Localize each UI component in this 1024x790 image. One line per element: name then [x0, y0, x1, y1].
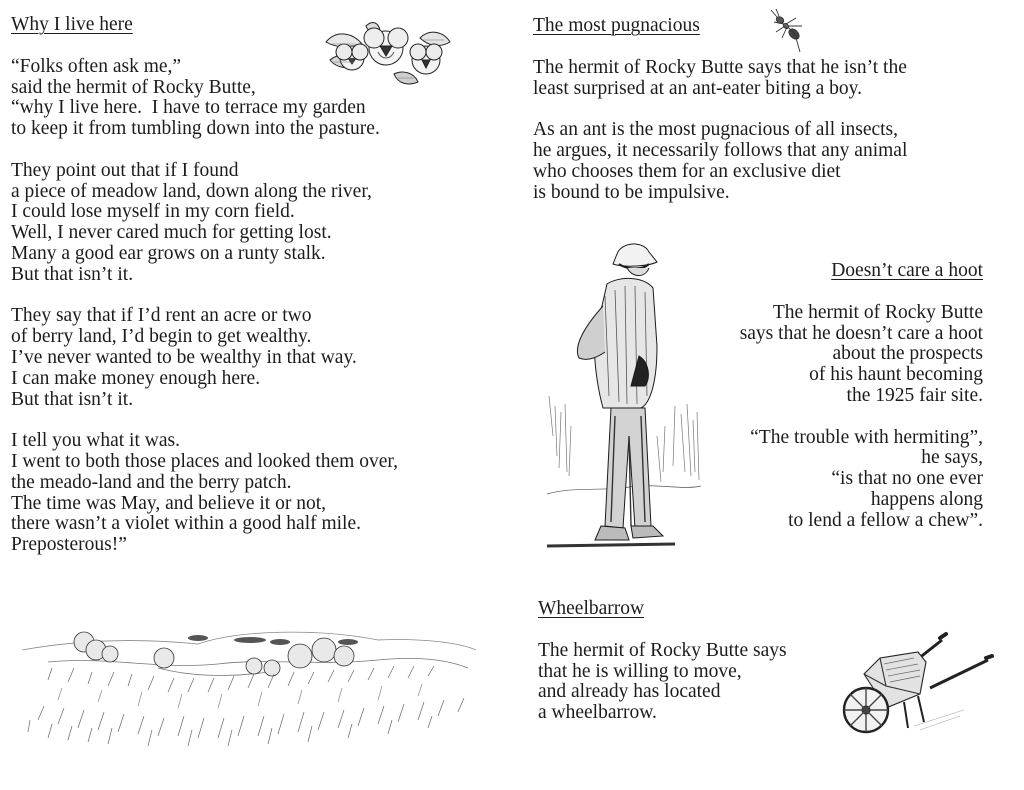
text-line: But that isn’t it. [11, 263, 134, 285]
text-line: I’ve never wanted to be wealthy in that way. [11, 346, 357, 368]
section-title: Doesn’t care a hoot [831, 260, 983, 281]
text-line: about the prospects [832, 343, 983, 365]
text-line: I can make money enough here. [11, 367, 261, 389]
stanza [11, 161, 481, 286]
text-line: I tell you what it was. [11, 430, 180, 452]
stanza [690, 303, 983, 407]
stanza [11, 431, 481, 556]
text-line: They point out that if I found [11, 159, 239, 181]
text-line: that he is willing to move, [538, 660, 742, 682]
text-line: Many a good ear grows on a runty stalk. [11, 242, 326, 264]
text-line: who chooses them for an exclusive diet [533, 160, 841, 182]
text-line: Preposterous!” [11, 534, 127, 556]
stanza [533, 58, 1003, 100]
stanza [11, 306, 481, 410]
stanza [690, 428, 983, 532]
text-line: of his haunt becoming [809, 364, 983, 386]
text-line: and already has located [538, 681, 721, 703]
text-line: But that isn’t it. [11, 388, 134, 410]
text-line: the 1925 fair site. [846, 384, 983, 406]
text-line: The hermit of Rocky Butte says [538, 639, 787, 661]
text-line: The time was May, and believe it or not, [11, 492, 326, 514]
text-line: said the hermit of Rocky Butte, [11, 76, 256, 98]
section-wheelbarrow [538, 599, 838, 724]
text-line: They say that if I’d rent an acre or two [11, 305, 312, 327]
text-line: I could lose myself in my corn field. [11, 201, 295, 223]
section-why-i-live-here [11, 15, 481, 556]
text-line: he argues, it necessarily follows that any animal [533, 139, 908, 161]
text-line: The hermit of Rocky Butte [772, 301, 983, 323]
text-line: “is that no one ever [831, 468, 983, 490]
text-line: he says, [921, 447, 983, 469]
meadow-landscape-icon [18, 620, 480, 752]
text-line: there wasn’t a violet within a good half mile. [11, 513, 362, 535]
text-line: to lend a fellow a chew”. [788, 509, 983, 531]
pansy-flowers-icon [322, 16, 454, 88]
text-line: “why I live here. I have to terrace my garden [11, 97, 366, 119]
text-line: of berry land, I’d begin to get wealthy. [11, 326, 312, 348]
ant-icon [766, 8, 812, 54]
text-line: I went to both those places and looked them over, [11, 450, 398, 472]
wheelbarrow-icon [834, 630, 996, 740]
section-title: The most pugnacious [533, 15, 700, 36]
text-line: As an ant is the most pugnacious of all insects, [533, 119, 899, 141]
text-line: The hermit of Rocky Butte says that he isn’t the [533, 56, 907, 78]
text-line: least surprised at an ant-eater biting a boy. [533, 77, 863, 99]
stanza [538, 641, 838, 724]
hermit-man-icon [545, 236, 703, 554]
text-line: Well, I never cared much for getting lost. [11, 222, 332, 244]
section-title: Wheelbarrow [538, 598, 645, 619]
text-line: is bound to be impulsive. [533, 181, 730, 203]
text-line: happens along [870, 488, 983, 510]
text-line: the meado-land and the berry patch. [11, 471, 292, 493]
text-line: a piece of meadow land, down along the river, [11, 180, 372, 202]
text-line: a wheelbarrow. [538, 702, 657, 724]
text-line: “The trouble with hermiting”, [750, 426, 983, 448]
section-title: Why I live here [11, 14, 133, 35]
text-line: says that he doesn’t care a hoot [739, 322, 983, 344]
stanza [533, 120, 1003, 203]
text-line: “Folks often ask me,” [11, 55, 182, 77]
text-line: to keep it from tumbling down into the pasture. [11, 118, 380, 140]
section-doesnt-care-a-hoot [690, 261, 983, 532]
